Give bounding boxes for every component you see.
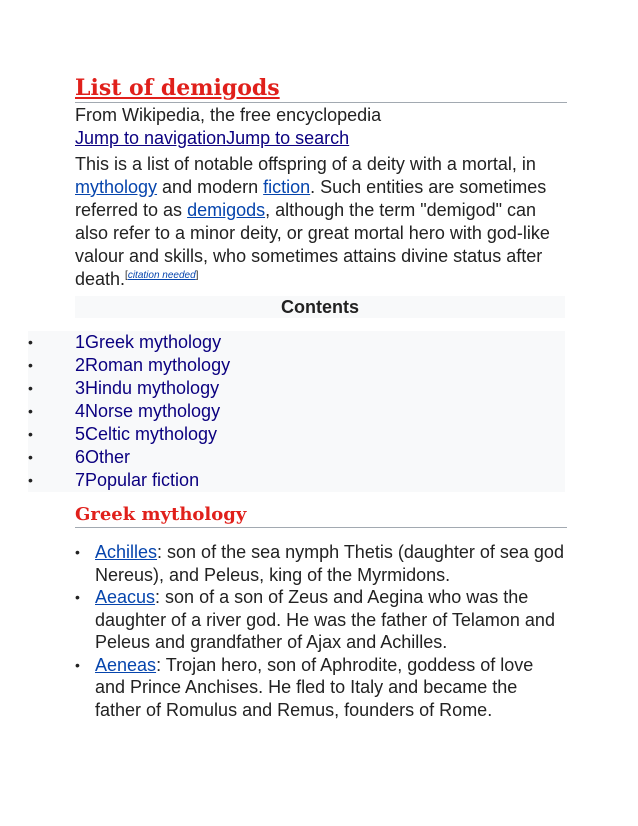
toc-item-label: 4Norse mythology — [75, 401, 221, 421]
toc-heading: Contents — [75, 296, 565, 318]
bullet-icon: • — [28, 472, 33, 488]
site-subtitle: From Wikipedia, the free encyclopedia — [75, 105, 382, 125]
greek-list — [75, 541, 567, 721]
achilles-link[interactable]: Achilles — [95, 542, 158, 562]
intro-text: , although the term "demigod" can also refer to a minor deity, or great mortal hero with god-like valour and skills, who sometimes attains divine status after death. — [75, 200, 550, 289]
jump-to-search-link[interactable]: Jump to search — [226, 128, 350, 148]
intro-paragraph — [75, 153, 567, 291]
intro-text: and modern — [157, 177, 264, 197]
toc-item[interactable] — [28, 423, 565, 446]
page-title: List of demigods — [75, 74, 567, 103]
demigods-link[interactable]: demigods — [187, 200, 266, 220]
cite-bracket: [ — [125, 270, 128, 281]
toc-item[interactable] — [28, 377, 565, 400]
intro-text: . Such entities are sometimes referred to as — [75, 177, 547, 220]
citation-needed — [125, 270, 198, 281]
toc-item[interactable] — [28, 354, 565, 377]
bullet-icon: • — [75, 589, 80, 605]
jump-to-navigation-link[interactable]: Jump to navigation — [75, 128, 227, 148]
mythology-link[interactable]: mythology — [75, 177, 158, 197]
bullet-icon: • — [28, 357, 33, 373]
toc-item-label: 6Other — [75, 447, 131, 467]
aeacus-link[interactable]: Aeacus — [95, 587, 156, 607]
list-item-text: : Trojan hero, son of Aphrodite, goddess of love and Prince Anchises. He fled to Italy and became the father of Romulus and Remus, founders of Rome. — [95, 654, 534, 720]
bullet-icon: • — [28, 426, 33, 442]
bullet-icon: • — [28, 334, 33, 350]
toc-item-label: 2Roman mythology — [75, 355, 231, 375]
aeneas-link[interactable]: Aeneas — [95, 654, 157, 675]
bullet-icon: • — [28, 380, 33, 396]
cite-bracket: ] — [195, 270, 199, 281]
toc-item-label: 1Greek mythology — [75, 332, 222, 352]
toc-item[interactable] — [28, 469, 565, 492]
toc-item[interactable] — [28, 446, 565, 469]
toc-item[interactable] — [28, 331, 565, 354]
list-item-text: : son of the sea nymph Thetis (daughter of sea god Nereus), and Peleus, king of the Myrmidons. — [95, 542, 564, 585]
table-of-contents — [28, 331, 565, 492]
list-item — [75, 654, 567, 722]
citation-needed-link[interactable]: citation needed — [127, 270, 196, 281]
fiction-link[interactable]: fiction — [263, 177, 311, 197]
intro-text: This is a list of notable offspring of a deity with a mortal, in — [75, 154, 536, 174]
toc-item-label: 3Hindu mythology — [75, 378, 220, 398]
bullet-icon: • — [28, 449, 33, 465]
toc-item-label: 7Popular fiction — [75, 470, 200, 490]
bullet-icon: • — [75, 544, 80, 560]
list-item — [75, 586, 567, 654]
bullet-icon: • — [75, 656, 80, 673]
bullet-icon: • — [28, 403, 33, 419]
list-item — [75, 541, 567, 586]
list-item-text: : son of a son of Zeus and Aegina who was the daughter of a river god. He was the father of Telamon and Peleus and grandfather of Ajax and Achilles. — [95, 587, 555, 652]
toc-item[interactable] — [28, 400, 565, 423]
toc-item-label: 5Celtic mythology — [75, 424, 218, 444]
jump-links — [75, 127, 349, 149]
section-heading-greek: Greek mythology — [75, 503, 567, 528]
